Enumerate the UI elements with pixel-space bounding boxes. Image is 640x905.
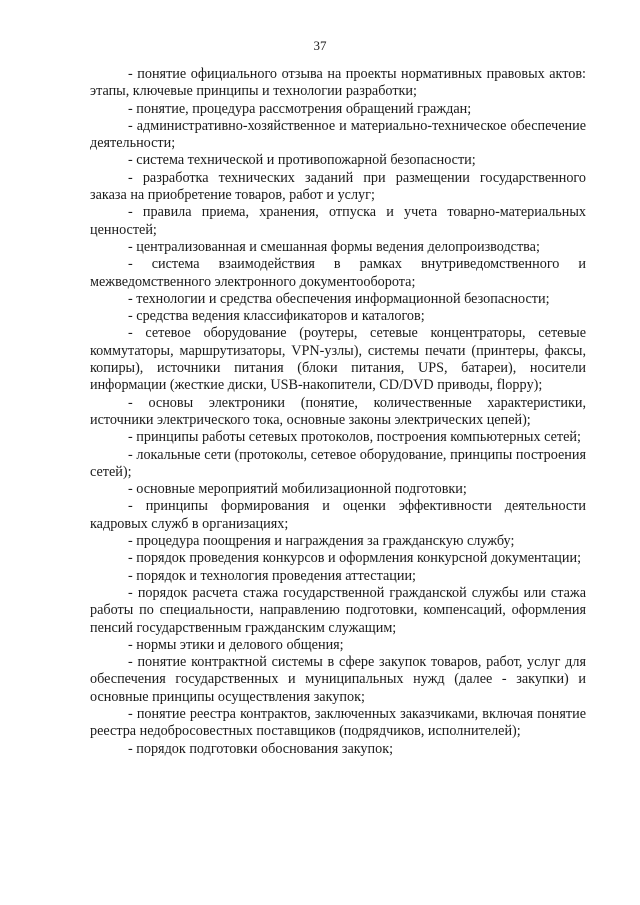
list-item: - централизованная и смешанная формы ведения делопроизводства; xyxy=(128,238,540,255)
list-item: - порядок подготовки обоснования закупок; xyxy=(128,740,394,757)
list-item: - технологии и средства обеспечения информационной безопасности; xyxy=(128,290,550,307)
list-item: - принципы работы сетевых протоколов, построения компьютерных сетей; xyxy=(128,429,581,446)
list-item: - порядок и технология проведения аттестации; xyxy=(128,567,416,584)
list-item: - понятие, процедура рассмотрения обращений граждан; xyxy=(128,100,472,117)
list-item: - административно-хозяйственное и материально-техническое обеспечение деятельности; xyxy=(90,117,586,152)
list-item: - нормы этики и делового общения; xyxy=(128,636,344,653)
list-item: - система технической и противопожарной безопасности; xyxy=(128,152,476,169)
list-item: - основы электроники (понятие, количественные характеристики, источники электрического тока, основные законы электрических цепей); xyxy=(90,394,586,428)
list-item: - понятие реестра контрактов, заключенных заказчиками, включая понятие реестра недобросовестных поставщиков (подрядчиков, исполнителей); xyxy=(90,705,586,740)
document-body xyxy=(90,66,586,758)
list-item: - порядок расчета стажа государственной гражданской службы или стажа работы по специальности, направлению подготовки, компенсаций, оформления пенсий государственным гражданским служащим; xyxy=(90,584,586,636)
list-item: - порядок проведения конкурсов и оформления конкурсной документации; xyxy=(128,550,582,567)
list-item: - разработка технических заданий при размещении государственного заказа на приобретение товаров, работ и услуг; xyxy=(90,169,586,204)
list-item: - сетевое оборудование (роутеры, сетевые концентраторы, сетевые коммутаторы, маршрутизаторы, VPN-узлы), системы печати (принтеры, факсы, копиры), источники питания (блоки питания, UPS, батареи), носители информации (жесткие диски, USB-накопители, CD/DVD приводы, floppy); xyxy=(90,325,586,394)
list-item: - основные мероприятий мобилизационной подготовки; xyxy=(128,481,467,498)
list-item: - правила приема, хранения, отпуска и учета товарно-материальных ценностей; xyxy=(90,204,586,238)
list-item: - понятие контрактной системы в сфере закупок товаров, работ, услуг для обеспечения государственных и муниципальных нужд (далее - закупки) и основные принципы осуществления закупок; xyxy=(90,654,586,705)
list-item: - локальные сети (протоколы, сетевое оборудование, принципы построения сетей); xyxy=(90,446,586,480)
list-item: - система взаимодействия в рамках внутриведомственного и межведомственного электронного документооборота; xyxy=(90,256,586,290)
list-item: - средства ведения классификаторов и каталогов; xyxy=(128,308,425,325)
list-item: - понятие официального отзыва на проекты нормативных правовых актов: этапы, ключевые принципы и технологии разработки; xyxy=(90,66,586,100)
list-item: - процедура поощрения и награждения за гражданскую службу; xyxy=(128,533,515,550)
page-number: 37 xyxy=(313,38,327,53)
list-item: - принципы формирования и оценки эффективности деятельности кадровых служб в организациях; xyxy=(90,498,586,532)
